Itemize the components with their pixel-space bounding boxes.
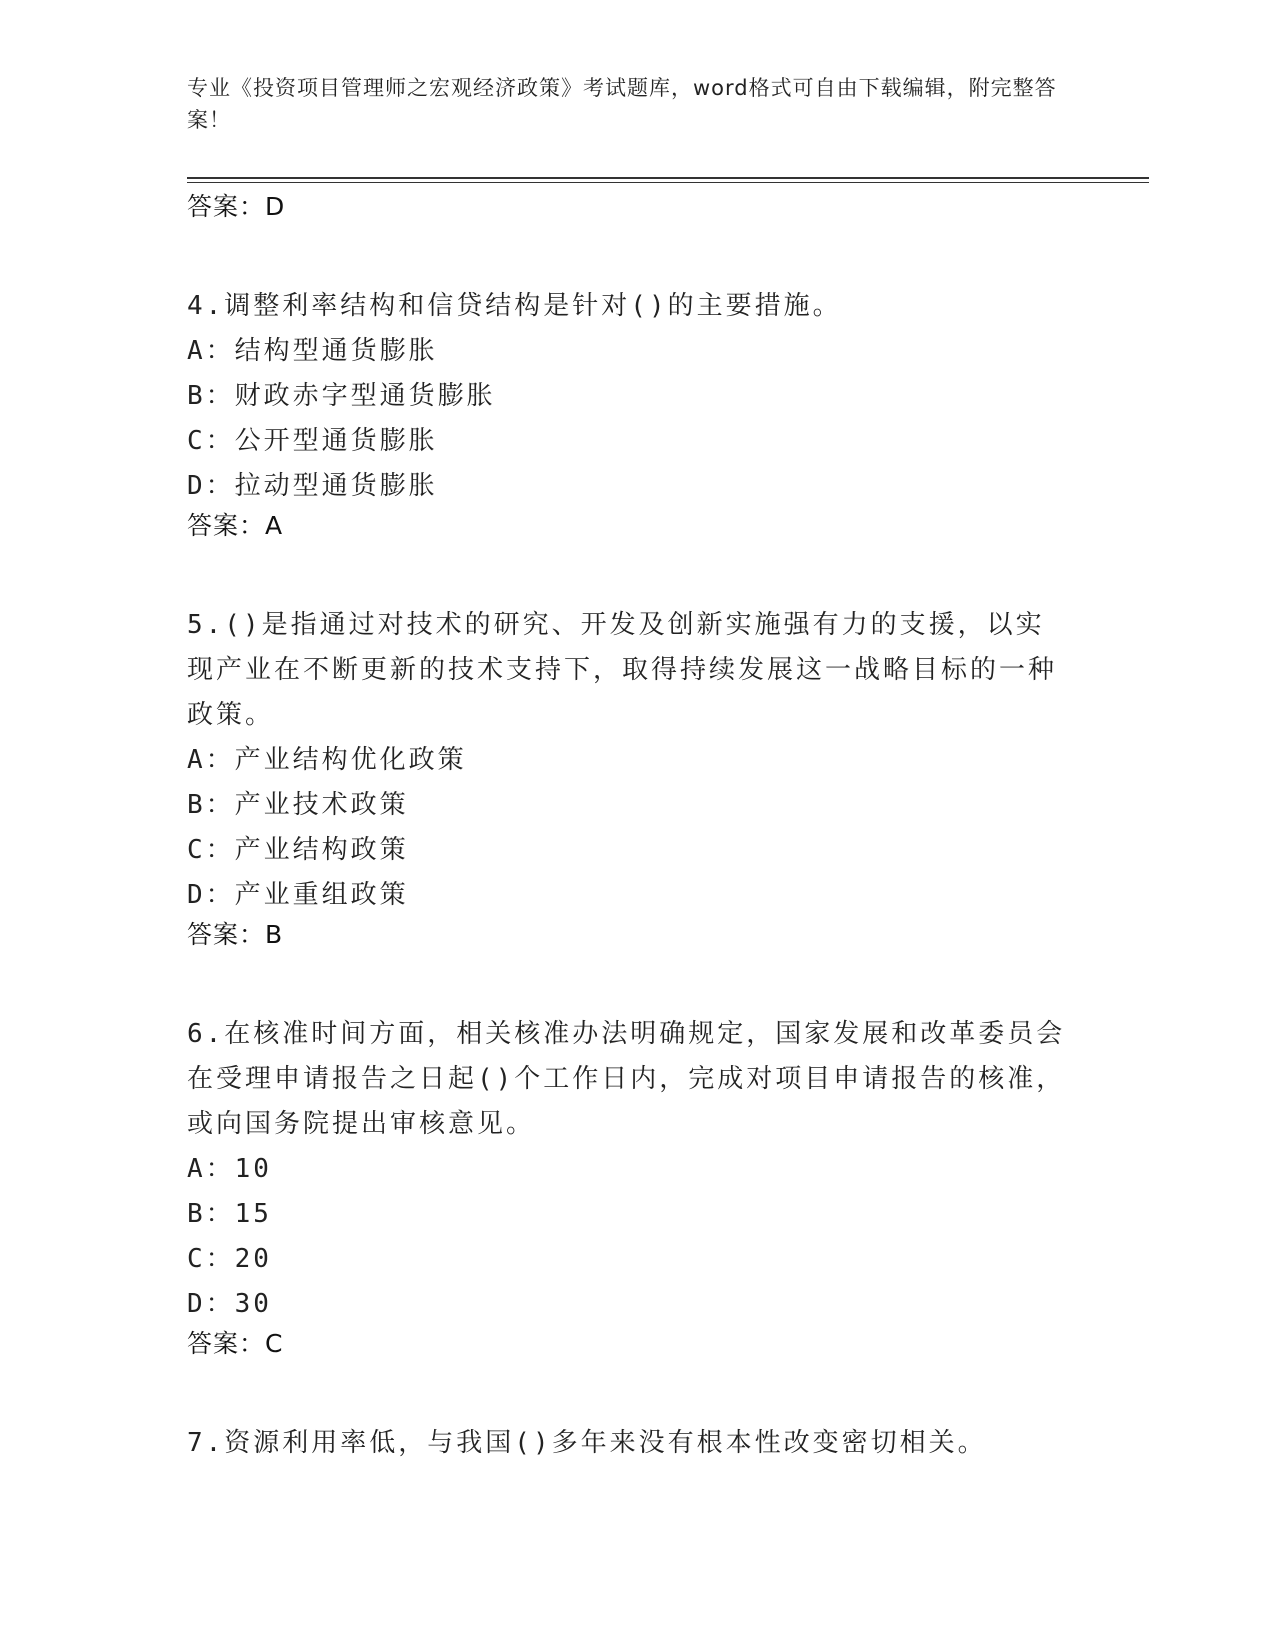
answer-line [187,190,1067,224]
question-block [187,1421,1067,1466]
question-block [187,284,1067,543]
option-b: B：产业技术政策 [187,790,409,820]
answer-line [187,918,1067,952]
answer-label: 答案： [187,1329,266,1358]
option-c: C：产业结构政策 [187,835,409,865]
question-text: 5.()是指通过对技术的研究、开发及创新实施强有力的支援，以实现产业在不断更新的技术支持下，取得持续发展这一战略目标的一种政策。 [187,610,1058,730]
header-divider-thin [187,182,1149,183]
option-c: C：公开型通货膨胀 [187,426,438,456]
question-block [187,1012,1067,1361]
answer-label: 答案： [187,511,266,540]
answer-label: 答案： [187,920,266,949]
question-text: 6.在核准时间方面，相关核准办法明确规定，国家发展和改革委员会在受理申请报告之日起()个工作日内，完成对项目申请报告的核准，或向国务院提出审核意见。 [187,1019,1066,1139]
answer-label: 答案： [187,192,266,221]
option-a: A：产业结构优化政策 [187,745,467,775]
option-c: C：20 [187,1244,272,1274]
question-block [187,603,1067,952]
option-b: B：财政赤字型通货膨胀 [187,381,496,411]
answer-line [187,509,1067,543]
option-a: A：结构型通货膨胀 [187,336,438,366]
answer-line [187,1327,1067,1361]
option-d: D：30 [187,1289,272,1319]
header-divider-thick [187,177,1149,179]
answer-value: C [265,1329,283,1358]
question-text: 4.调整利率结构和信贷结构是针对()的主要措施。 [187,291,842,321]
question-list [187,190,1067,1466]
option-d: D：拉动型通货膨胀 [187,471,438,501]
option-d: D：产业重组政策 [187,880,409,910]
option-a: A：10 [187,1154,272,1184]
document-header: 专业《投资项目管理师之宏观经济政策》考试题库，word格式可自由下载编辑，附完整答案！ [187,76,1057,132]
question-text: 7.资源利用率低，与我国()多年来没有根本性改变密切相关。 [187,1428,987,1458]
answer-value: A [265,511,283,540]
answer-value: D [265,192,285,221]
option-b: B：15 [187,1199,272,1229]
answer-value: B [265,920,283,949]
